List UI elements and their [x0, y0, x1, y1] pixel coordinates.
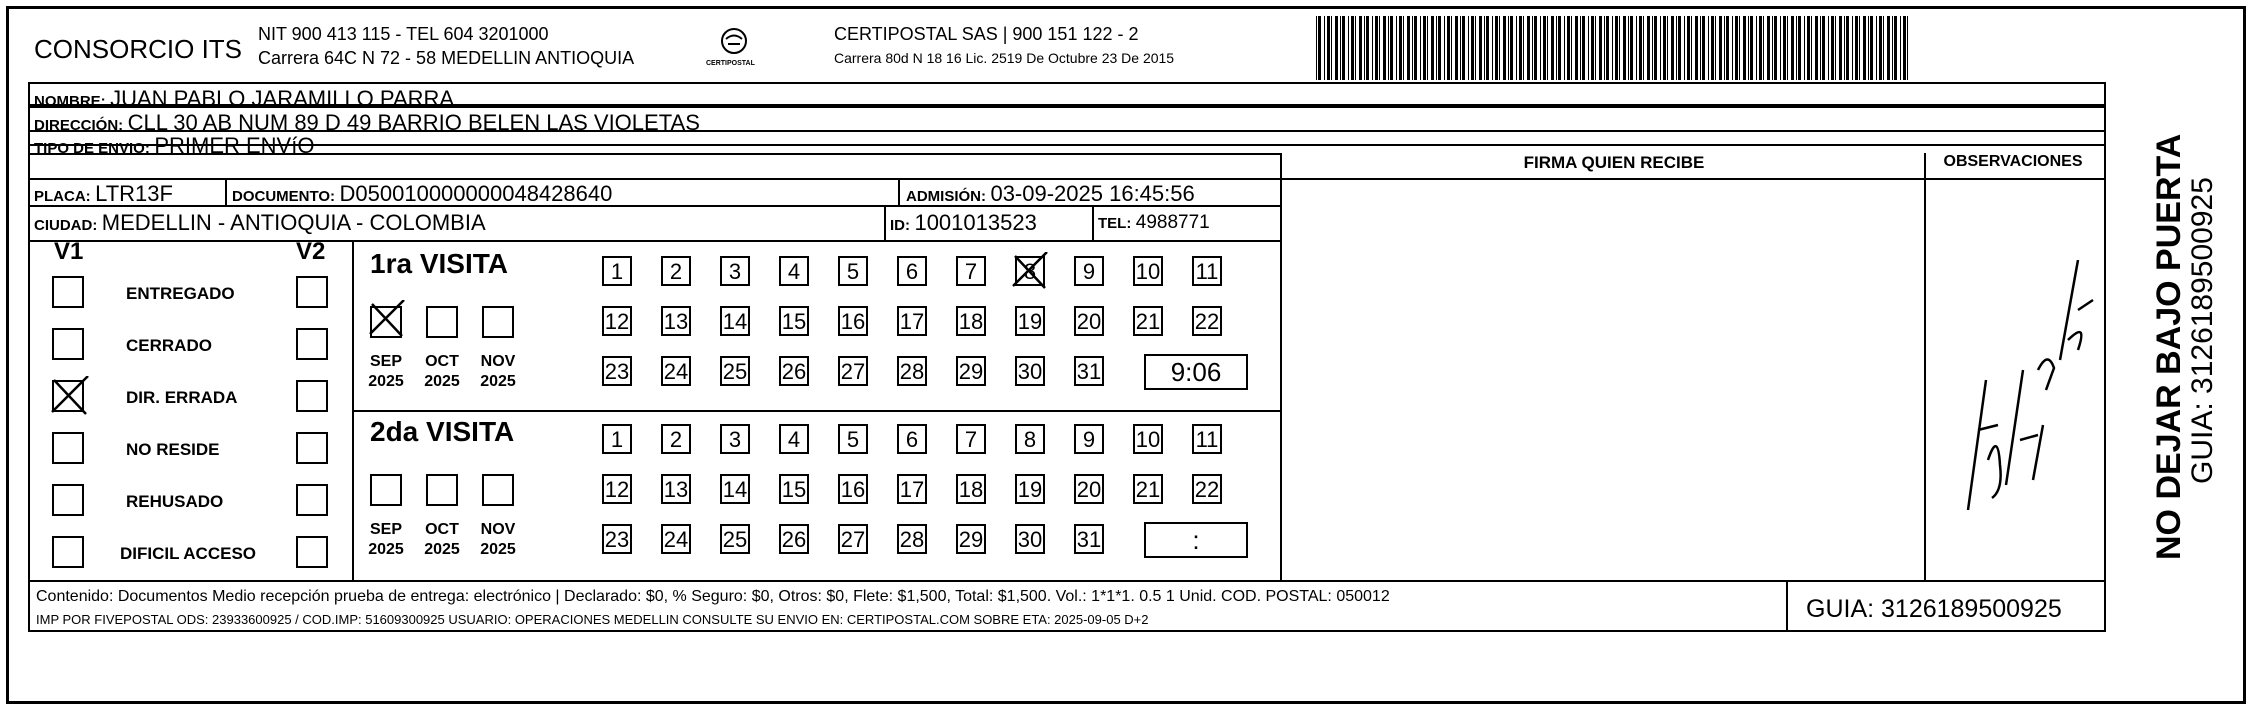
barcode-bar	[1462, 16, 1465, 80]
barcode-bar	[1859, 16, 1860, 80]
day-box[interactable]: 3	[720, 256, 750, 286]
firma-header: FIRMA QUIEN RECIBE	[1523, 153, 1705, 172]
month-checkbox[interactable]	[482, 306, 514, 338]
day-box[interactable]: 1	[602, 424, 632, 454]
carrier-name: CERTIPOSTAL SAS | 900 151 122 - 2	[834, 24, 1139, 44]
day-box[interactable]: 18	[956, 474, 986, 504]
barcode-bar	[1438, 16, 1441, 80]
barcode-bar	[1447, 16, 1450, 80]
barcode-bar	[1724, 16, 1725, 80]
barcode-bar	[1732, 16, 1733, 80]
month-checkbox[interactable]	[370, 474, 402, 506]
day-box[interactable]: 13	[661, 474, 691, 504]
day-box[interactable]: 12	[602, 474, 632, 504]
barcode-bar	[1726, 16, 1729, 80]
status-label: DIFICIL ACCESO	[120, 544, 257, 563]
barcode-bar	[1639, 16, 1642, 80]
barcode-bar	[1388, 16, 1389, 80]
day-box[interactable]: 17	[897, 306, 927, 336]
barcode-bar	[1558, 16, 1561, 80]
day-box[interactable]: 23	[602, 524, 632, 554]
tel-field: TEL: 4988771	[1098, 212, 1210, 233]
barcode-bar	[1807, 16, 1810, 80]
barcode-bar	[1571, 16, 1572, 80]
day-box[interactable]: 10	[1133, 424, 1163, 454]
barcode-bar	[1399, 16, 1402, 80]
barcode-bar	[1739, 16, 1740, 80]
v1-checkbox[interactable]	[52, 328, 84, 360]
day-box[interactable]: 9	[1074, 256, 1104, 286]
v2-checkbox[interactable]	[296, 380, 328, 412]
barcode-bar	[1663, 16, 1666, 80]
barcode-bar	[1667, 16, 1668, 80]
time-box[interactable]: :	[1144, 522, 1248, 558]
v1-checkbox[interactable]	[52, 484, 84, 516]
day-box[interactable]: 3	[720, 424, 750, 454]
barcode-bar	[1547, 16, 1548, 80]
day-box[interactable]: 4	[779, 256, 809, 286]
barcode-bar	[1835, 16, 1836, 80]
barcode-bar	[1903, 16, 1906, 80]
barcode-bar	[1383, 16, 1386, 80]
day-box[interactable]: 9	[1074, 424, 1104, 454]
month-checkbox[interactable]	[370, 306, 402, 338]
barcode-bar	[1894, 16, 1897, 80]
day-box[interactable]: 20	[1074, 306, 1104, 336]
footer-print-info: IMP POR FIVEPOSTAL ODS: 23933600925 / COD.IMP: 51609300925 USUARIO: OPERACIONES MEDELLIN CONSULTE SU ENVIO EN: CERTIPOSTAL.COM SOBRE ETA: 2025-09-05 D+2	[36, 612, 1149, 627]
barcode-bar	[1695, 16, 1698, 80]
month-label: OCT 2025	[424, 353, 460, 390]
v2-checkbox[interactable]	[296, 484, 328, 516]
barcode-bar	[1787, 16, 1788, 80]
barcode-bar	[1588, 16, 1589, 80]
company-nit: NIT 900 413 115 - TEL 604 3201000	[258, 24, 549, 44]
barcode-bar	[1359, 16, 1362, 80]
barcode-bar	[1863, 16, 1866, 80]
documento-field: DOCUMENTO: D050010000000048428640	[232, 181, 613, 206]
barcode-bar	[1316, 16, 1317, 80]
barcode-bar	[1887, 16, 1890, 80]
logo-caption: CERTIPOSTAL	[706, 60, 755, 67]
barcode-bar	[1804, 16, 1805, 80]
day-box[interactable]: 16	[838, 306, 868, 336]
guia-number: GUIA: 3126189500925	[1806, 595, 2062, 623]
barcode-bar	[1412, 16, 1413, 80]
tipo-envio-value: PRIMER ENVíO	[154, 133, 315, 158]
barcode-bar	[1756, 16, 1757, 80]
day-box[interactable]: 28	[897, 524, 927, 554]
barcode-bar	[1486, 16, 1489, 80]
barcode-bar	[1780, 16, 1781, 80]
barcode-bar	[1499, 16, 1500, 80]
day-box[interactable]: 17	[897, 474, 927, 504]
barcode-bar	[1479, 16, 1482, 80]
day-box[interactable]: 22	[1192, 474, 1222, 504]
status-label: REHUSADO	[126, 492, 224, 511]
day-box[interactable]: 30	[1015, 356, 1045, 386]
day-box[interactable]: 24	[661, 356, 691, 386]
barcode-bar	[1719, 16, 1722, 80]
barcode-bar	[1636, 16, 1637, 80]
company-name: CONSORCIO ITS	[34, 34, 243, 64]
barcode-bar	[1516, 16, 1517, 80]
barcode-bar	[1612, 16, 1613, 80]
side-guia: GUIA: 3126189500925	[2186, 177, 2219, 484]
admision-value: 03-09-2025 16:45:56	[990, 181, 1195, 206]
day-box[interactable]: 15	[779, 474, 809, 504]
barcode-bar	[1335, 16, 1338, 80]
company-address: Carrera 64C N 72 - 58 MEDELLIN ANTIOQUIA	[258, 48, 635, 68]
barcode-bar	[1364, 16, 1365, 80]
day-box[interactable]: 6	[897, 424, 927, 454]
day-box[interactable]: 7	[956, 424, 986, 454]
barcode-bar	[1436, 16, 1437, 80]
ciudad-field: CIUDAD: MEDELLIN - ANTIOQUIA - COLOMBIA	[34, 210, 486, 235]
day-box[interactable]: 2	[661, 256, 691, 286]
barcode-bar	[1652, 16, 1653, 80]
placa-value: LTR13F	[95, 181, 173, 206]
v2-checkbox[interactable]	[296, 432, 328, 464]
barcode-bar	[1684, 16, 1685, 80]
barcode-bar	[1331, 16, 1332, 80]
barcode-bar	[1580, 16, 1581, 80]
day-box[interactable]: 5	[838, 424, 868, 454]
day-box[interactable]: 29	[956, 524, 986, 554]
day-box[interactable]: 2	[661, 424, 691, 454]
barcode-bar	[1619, 16, 1620, 80]
barcode-bar	[1532, 16, 1533, 80]
month-label: NOV 2025	[480, 521, 516, 558]
day-box[interactable]: 19	[1015, 306, 1045, 336]
day-box[interactable]: 30	[1015, 524, 1045, 554]
nombre-field: NOMBRE: JUAN PABLO JARAMILLO PARRA	[34, 86, 455, 111]
barcode-bar	[1340, 16, 1341, 80]
barcode-bar	[1743, 16, 1746, 80]
time-box[interactable]: 9:06	[1144, 354, 1248, 390]
day-box[interactable]: 27	[838, 524, 868, 554]
side-notice: NO DEJAR BAJO PUERTA	[2150, 133, 2188, 560]
visit-title: 2da VISITA	[370, 416, 515, 447]
barcode-bar	[1556, 16, 1557, 80]
barcode-bar	[1348, 16, 1349, 80]
barcode-bar	[1831, 16, 1834, 80]
barcode-bar	[1852, 16, 1853, 80]
barcode-bar	[1527, 16, 1530, 80]
day-box[interactable]: 20	[1074, 474, 1104, 504]
barcode-bar	[1715, 16, 1716, 80]
month-checkbox[interactable]	[482, 474, 514, 506]
tipo-envio-field: TIPO DE ENVIO: PRIMER ENVíO	[34, 133, 315, 158]
day-box[interactable]: 22	[1192, 306, 1222, 336]
day-box[interactable]: 1	[602, 256, 632, 286]
v1-checkbox[interactable]	[52, 536, 84, 568]
v2-checkbox[interactable]	[296, 328, 328, 360]
day-box[interactable]: 14	[720, 474, 750, 504]
barcode-bar	[1427, 16, 1428, 80]
day-box[interactable]: 6	[897, 256, 927, 286]
barcode-bar	[1671, 16, 1674, 80]
barcode-bar	[1759, 16, 1762, 80]
barcode-bar	[1660, 16, 1661, 80]
v1-header: V1	[54, 238, 84, 265]
barcode-bar	[1628, 16, 1629, 80]
barcode-bar	[1772, 16, 1773, 80]
barcode-bar	[1471, 16, 1474, 80]
barcode-bar	[1798, 16, 1801, 80]
barcode-bar	[1355, 16, 1356, 80]
status-label: NO RESIDE	[126, 440, 220, 459]
barcode-bar	[1444, 16, 1445, 80]
ciudad-value: MEDELLIN - ANTIOQUIA - COLOMBIA	[101, 210, 486, 235]
day-box[interactable]: 16	[838, 474, 868, 504]
barcode-bar	[1451, 16, 1452, 80]
divider	[30, 144, 2104, 146]
barcode-bar	[1767, 16, 1770, 80]
day-box[interactable]: 8	[1015, 424, 1045, 454]
barcode-bar	[1883, 16, 1884, 80]
day-box[interactable]: 8	[1015, 256, 1045, 286]
day-box[interactable]: 12	[602, 306, 632, 336]
day-box[interactable]: 10	[1133, 256, 1163, 286]
barcode-bar	[1396, 16, 1397, 80]
day-box[interactable]: 31	[1074, 524, 1104, 554]
barcode-bar	[1687, 16, 1690, 80]
barcode-bar	[1846, 16, 1849, 80]
barcode-bar	[1534, 16, 1537, 80]
barcode-bar	[1564, 16, 1565, 80]
month-label: NOV 2025	[480, 353, 516, 390]
barcode-bar	[1615, 16, 1618, 80]
day-box[interactable]: 23	[602, 356, 632, 386]
barcode-bar	[1796, 16, 1797, 80]
month-label: SEP 2025	[368, 521, 404, 558]
day-box[interactable]: 26	[779, 356, 809, 386]
barcode-bar	[1879, 16, 1882, 80]
barcode-bar	[1708, 16, 1709, 80]
status-label: ENTREGADO	[126, 284, 235, 303]
barcode-bar	[1623, 16, 1626, 80]
barcode-bar	[1575, 16, 1578, 80]
day-box[interactable]: 14	[720, 306, 750, 336]
v1-checkbox[interactable]	[52, 432, 84, 464]
barcode-bar	[1460, 16, 1461, 80]
day-box[interactable]: 18	[956, 306, 986, 336]
barcode-bar	[1403, 16, 1404, 80]
day-box[interactable]: 11	[1192, 424, 1222, 454]
day-box[interactable]: 27	[838, 356, 868, 386]
barcode-bar	[1495, 16, 1498, 80]
barcode-bar	[1318, 16, 1321, 80]
barcode-bar	[1774, 16, 1777, 80]
month-checkbox[interactable]	[426, 306, 458, 338]
barcode-bar	[1892, 16, 1893, 80]
barcode-bar	[1868, 16, 1869, 80]
day-box[interactable]: 28	[897, 356, 927, 386]
barcode-bar	[1567, 16, 1570, 80]
v1-checkbox[interactable]	[52, 276, 84, 308]
barcode-bar	[1420, 16, 1421, 80]
day-box[interactable]: 4	[779, 424, 809, 454]
barcode-bar	[1702, 16, 1705, 80]
barcode-bar	[1844, 16, 1845, 80]
barcode-bar	[1820, 16, 1821, 80]
barcode-bar	[1748, 16, 1749, 80]
footer-content: Contenido: Documentos Medio recepción prueba de entrega: electrónico | Declarado: $0, % Seguro: $0, Otros: $0, Flete: $1,500, Total: $1,500. Vol.: 1*1*1. 0.5 1 Unid. COD. POSTAL: 050012	[36, 588, 1390, 605]
barcode-bar	[1423, 16, 1426, 80]
barcode-bar	[1735, 16, 1738, 80]
barcode-bar	[1540, 16, 1541, 80]
barcode-bar	[1475, 16, 1476, 80]
v2-checkbox[interactable]	[296, 536, 328, 568]
barcode-bar	[1643, 16, 1644, 80]
barcode	[1316, 16, 1908, 80]
barcode-bar	[1876, 16, 1877, 80]
barcode-bar	[1468, 16, 1469, 80]
day-box[interactable]: 19	[1015, 474, 1045, 504]
barcode-bar	[1606, 16, 1609, 80]
barcode-bar	[1870, 16, 1873, 80]
status-label: DIR. ERRADA	[126, 388, 238, 407]
barcode-bar	[1691, 16, 1692, 80]
barcode-bar	[1508, 16, 1509, 80]
barcode-bar	[1351, 16, 1354, 80]
day-box[interactable]: 7	[956, 256, 986, 286]
v2-header: V2	[296, 238, 326, 265]
barcode-bar	[1828, 16, 1829, 80]
id-value: 1001013523	[914, 210, 1037, 235]
barcode-bar	[1582, 16, 1585, 80]
day-box[interactable]: 15	[779, 306, 809, 336]
day-box[interactable]: 25	[720, 524, 750, 554]
day-box[interactable]: 11	[1192, 256, 1222, 286]
barcode-bar	[1815, 16, 1818, 80]
month-label: SEP 2025	[368, 353, 404, 390]
barcode-bar	[1492, 16, 1493, 80]
barcode-bar	[1599, 16, 1602, 80]
barcode-bar	[1414, 16, 1417, 80]
barcode-bar	[1630, 16, 1633, 80]
barcode-bar	[1907, 16, 1908, 80]
direccion-value: CLL 30 AB NUM 89 D 49 BARRIO BELEN LAS VIOLETAS	[127, 110, 700, 135]
barcode-bar	[1523, 16, 1524, 80]
direccion-field: DIRECCIÓN: CLL 30 AB NUM 89 D 49 BARRIO BELEN LAS VIOLETAS	[34, 110, 700, 135]
barcode-bar	[1763, 16, 1764, 80]
v1-checkbox[interactable]	[52, 380, 84, 412]
v2-checkbox[interactable]	[296, 276, 328, 308]
barcode-bar	[1678, 16, 1681, 80]
barcode-bar	[1455, 16, 1458, 80]
observaciones-header: OBSERVACIONES	[1943, 153, 2083, 170]
barcode-bar	[1379, 16, 1380, 80]
day-box[interactable]: 26	[779, 524, 809, 554]
day-box[interactable]: 21	[1133, 306, 1163, 336]
barcode-bar	[1431, 16, 1434, 80]
admision-field: ADMISIÓN: 03-09-2025 16:45:56	[906, 181, 1195, 206]
barcode-bar	[1390, 16, 1393, 80]
barcode-bar	[1327, 16, 1330, 80]
barcode-bar	[1604, 16, 1605, 80]
barcode-bar	[1407, 16, 1410, 80]
barcode-bar	[1366, 16, 1369, 80]
barcode-bar	[1519, 16, 1522, 80]
day-box[interactable]: 24	[661, 524, 691, 554]
barcode-bar	[1822, 16, 1825, 80]
barcode-bar	[1900, 16, 1901, 80]
barcode-bar	[1551, 16, 1554, 80]
barcode-bar	[1647, 16, 1650, 80]
barcode-bar	[1750, 16, 1753, 80]
barcode-bar	[1839, 16, 1842, 80]
status-label: CERRADO	[126, 336, 212, 355]
barcode-bar	[1654, 16, 1657, 80]
day-box[interactable]: 25	[720, 356, 750, 386]
barcode-bar	[1855, 16, 1858, 80]
day-box[interactable]: 29	[956, 356, 986, 386]
barcode-bar	[1543, 16, 1546, 80]
barcode-bar	[1372, 16, 1373, 80]
barcode-bar	[1484, 16, 1485, 80]
barcode-bar	[1811, 16, 1812, 80]
barcode-bar	[1510, 16, 1513, 80]
day-box[interactable]: 13	[661, 306, 691, 336]
visit-title: 1ra VISITA	[370, 248, 508, 279]
day-box[interactable]: 5	[838, 256, 868, 286]
barcode-bar	[1595, 16, 1596, 80]
barcode-bar	[1783, 16, 1786, 80]
id-field: ID: 1001013523	[890, 210, 1037, 235]
barcode-bar	[1700, 16, 1701, 80]
barcode-bar	[1342, 16, 1345, 80]
barcode-bar	[1676, 16, 1677, 80]
carrier-address: Carrera 80d N 18 16 Lic. 2519 De Octubre 23 De 2015	[834, 50, 1175, 66]
month-checkbox[interactable]	[426, 474, 458, 506]
day-box[interactable]: 31	[1074, 356, 1104, 386]
barcode-bar	[1503, 16, 1506, 80]
nombre-value: JUAN PABLO JARAMILLO PARRA	[110, 86, 455, 111]
placa-field: PLACA: LTR13F	[34, 181, 173, 206]
barcode-bar	[1791, 16, 1794, 80]
barcode-bar	[1591, 16, 1594, 80]
tel-value: 4988771	[1135, 212, 1210, 233]
barcode-bar	[1324, 16, 1325, 80]
barcode-bar	[1711, 16, 1714, 80]
documento-value: D050010000000048428640	[339, 181, 613, 206]
barcode-bar	[1375, 16, 1378, 80]
day-box[interactable]: 21	[1133, 474, 1163, 504]
month-label: OCT 2025	[424, 521, 460, 558]
